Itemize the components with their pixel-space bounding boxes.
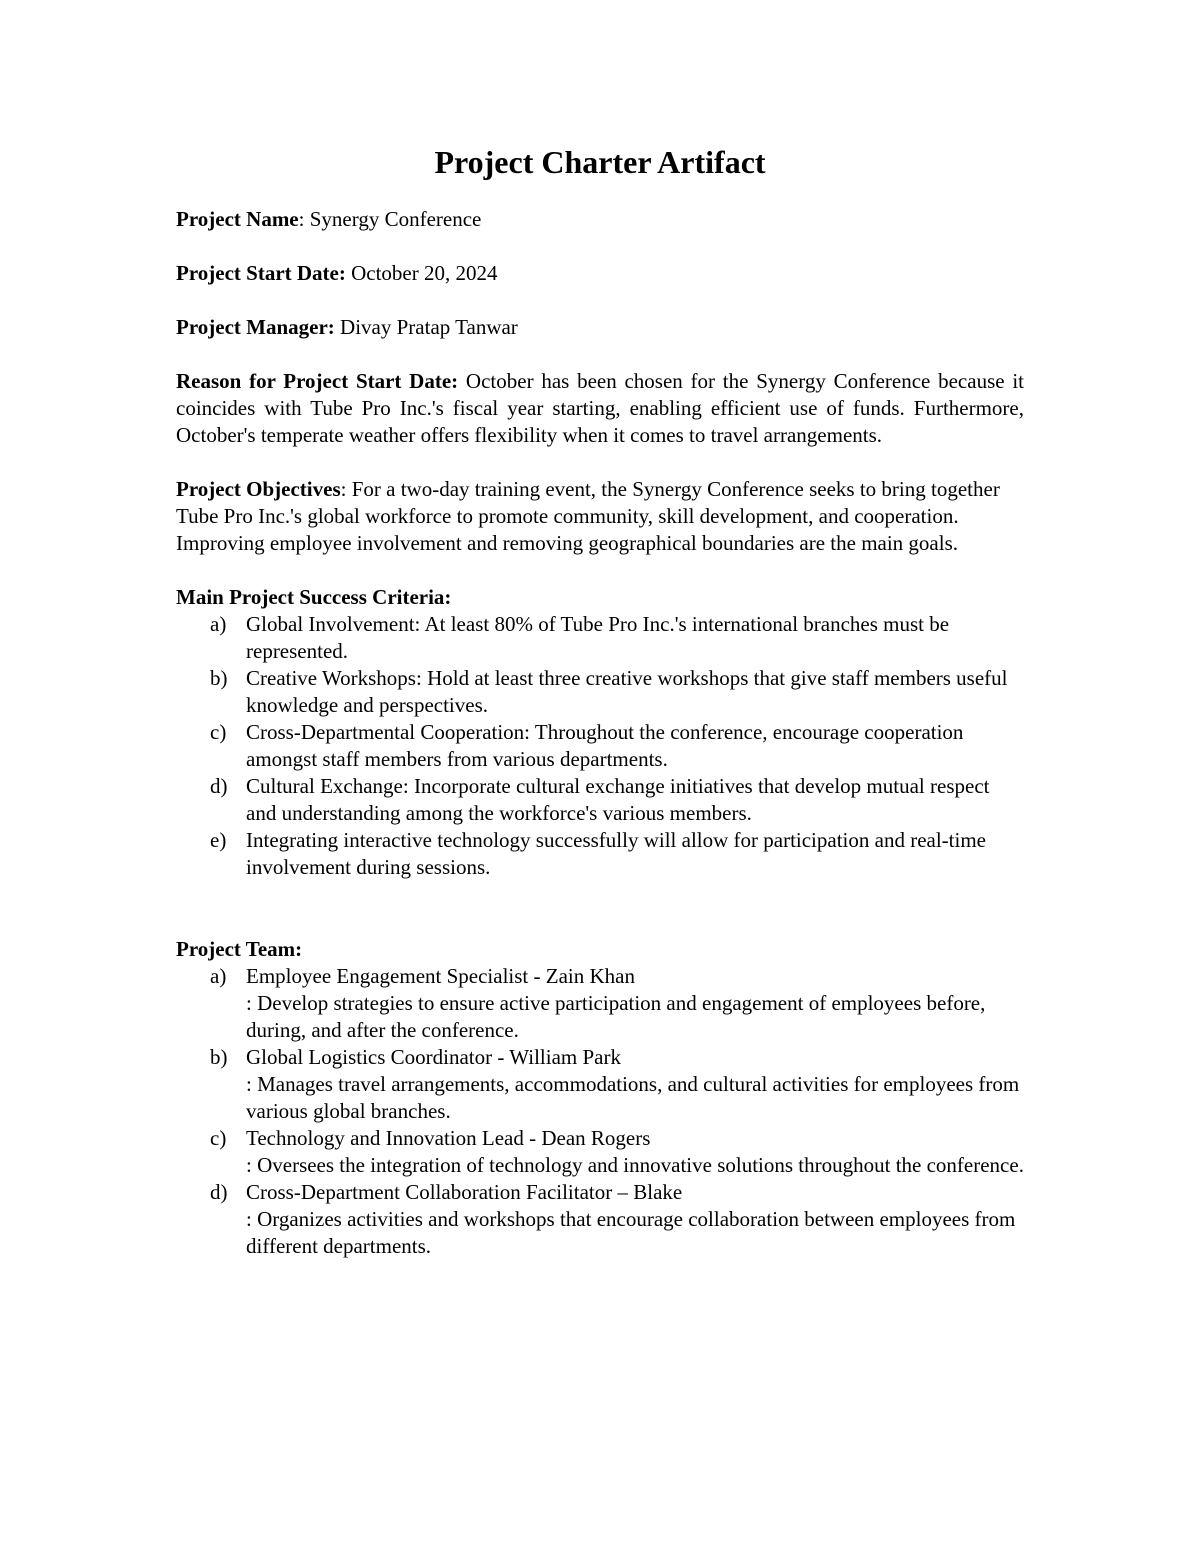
team-member-role: Employee Engagement Specialist - Zain Khan (246, 964, 635, 988)
project-name-field (176, 206, 1024, 233)
reason-value: October has been chosen for the Synergy Conference because it coincides with Tube Pro Inc.'s fiscal year starting, enabling efficient use of funds. Furthermore, October's temperate weather offers flexibility when it comes to travel arrangements. (176, 369, 1024, 447)
list-item (176, 719, 1024, 773)
list-marker: c) (210, 720, 227, 744)
project-start-date-label: Project Start Date: (176, 261, 346, 285)
section-spacer (176, 881, 1024, 936)
list-item (176, 963, 1024, 1044)
success-criteria-heading: Main Project Success Criteria: (176, 585, 452, 609)
list-marker: a) (210, 964, 227, 988)
project-manager-value: Divay Pratap Tanwar (334, 315, 518, 339)
list-item (176, 827, 1024, 881)
team-member-description: : Manages travel arrangements, accommodations, and cultural activities for employees from various global branches. (246, 1072, 1020, 1123)
list-item (176, 665, 1024, 719)
list-marker: a) (210, 612, 227, 636)
project-start-date-value: October 20, 2024 (345, 261, 498, 285)
project-start-date-field (176, 260, 1024, 287)
list-item (176, 1125, 1024, 1179)
success-criteria-section (176, 584, 1024, 881)
document-title: Project Charter Artifact (434, 144, 766, 180)
list-marker: d) (210, 774, 228, 798)
project-team-section (176, 936, 1024, 1260)
criterion-text: Cultural Exchange: Incorporate cultural exchange initiatives that develop mutual respect and understanding among the workforce's various members. (246, 774, 990, 825)
list-item (176, 611, 1024, 665)
team-member-description: : Oversees the integration of technology and innovative solutions throughout the conference. (246, 1153, 1024, 1177)
project-team-list (176, 963, 1024, 1260)
list-marker: b) (210, 666, 228, 690)
list-marker: b) (210, 1045, 228, 1069)
team-member-description: : Develop strategies to ensure active participation and engagement of employees before, during, and after the conference. (246, 991, 986, 1042)
reason-label: Reason for Project Start Date: (176, 369, 459, 393)
project-name-value: : Synergy Conference (298, 207, 482, 231)
list-item (176, 1179, 1024, 1260)
project-manager-field (176, 314, 1024, 341)
success-criteria-list (176, 611, 1024, 881)
project-objectives-field (176, 476, 1024, 557)
team-member-role: Technology and Innovation Lead - Dean Rogers (246, 1126, 651, 1150)
list-item (176, 1044, 1024, 1125)
team-member-role: Global Logistics Coordinator - William Park (246, 1045, 621, 1069)
reason-for-start-date-field (176, 368, 1024, 449)
objectives-value: : For a two-day training event, the Synergy Conference seeks to bring together Tube Pro Inc.'s global workforce to promote community, skill development, and cooperation. Improving employee involvement and removing geographical boundaries are the main goals. (176, 477, 1000, 555)
criterion-text: Global Involvement: At least 80% of Tube Pro Inc.'s international branches must be represented. (246, 612, 950, 663)
criterion-text: Cross-Departmental Cooperation: Throughout the conference, encourage cooperation amongst staff members from various departments. (246, 720, 964, 771)
criterion-text: Creative Workshops: Hold at least three creative workshops that give staff members useful knowledge and perspectives. (246, 666, 1008, 717)
criterion-text: Integrating interactive technology successfully will allow for participation and real-time involvement during sessions. (246, 828, 986, 879)
list-marker: e) (210, 828, 227, 852)
list-marker: c) (210, 1126, 227, 1150)
project-team-heading: Project Team: (176, 937, 303, 961)
project-manager-label: Project Manager: (176, 315, 335, 339)
team-member-role: Cross-Department Collaboration Facilitator – Blake (246, 1180, 683, 1204)
document-page (176, 140, 1024, 1260)
list-marker: d) (210, 1180, 228, 1204)
team-member-description: : Organizes activities and workshops that encourage collaboration between employees from different departments. (246, 1207, 1016, 1258)
project-name-label: Project Name (176, 207, 299, 231)
list-item (176, 773, 1024, 827)
objectives-label: Project Objectives (176, 477, 341, 501)
